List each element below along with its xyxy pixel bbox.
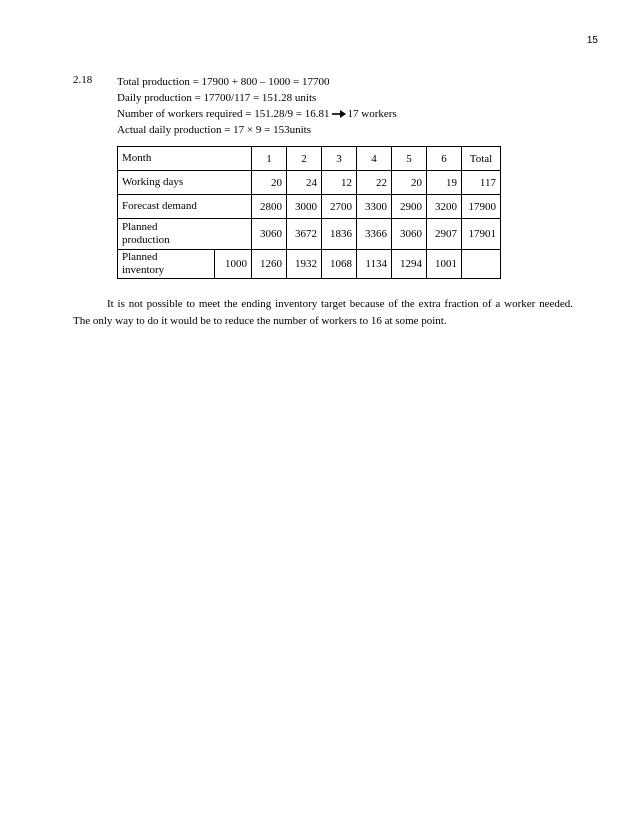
calculation-lines: [117, 74, 397, 138]
table-cell: 19: [427, 171, 462, 195]
page-number: 15: [586, 35, 598, 46]
header-total: Total: [462, 147, 501, 171]
table-total-cell: 117: [462, 171, 501, 195]
header-cell: 1: [252, 147, 287, 171]
row-label: [118, 250, 215, 279]
table-cell: 3060: [392, 219, 427, 250]
row-label: [118, 219, 252, 250]
table-row: [118, 250, 501, 279]
table-cell: 1134: [357, 250, 392, 279]
row-label-line: inventory: [122, 264, 165, 276]
table-header-row: [118, 147, 501, 171]
workers-required-text: Number of workers required = 151.28/9 = 16.81: [117, 108, 330, 120]
table-row: [118, 219, 501, 250]
header-cell: 5: [392, 147, 427, 171]
conclusion-paragraph: It is not possible to meet the ending inventory target because of the extra fraction of a worker needed. The only way to do it would be to reduce the number of workers to 16 at some point.: [73, 298, 573, 327]
table-cell: 3300: [357, 195, 392, 219]
table-cell: 1836: [322, 219, 357, 250]
header-cell: 6: [427, 147, 462, 171]
table-cell: 1294: [392, 250, 427, 279]
header-cell: 2: [287, 147, 322, 171]
table-cell: 12: [322, 171, 357, 195]
row-label-line: Planned: [122, 251, 158, 263]
table-cell: 3672: [287, 219, 322, 250]
initial-inventory-cell: 1000: [215, 250, 252, 279]
table-cell: 3060: [252, 219, 287, 250]
row-label-line: production: [122, 234, 170, 246]
total-production-line: Total production = 17900 + 800 – 1000 = 17700: [117, 76, 330, 88]
daily-production-line: Daily production = 17700/117 = 151.28 units: [117, 92, 317, 104]
table-cell: 1001: [427, 250, 462, 279]
header-cell: 3: [322, 147, 357, 171]
table-total-cell: 17900: [462, 195, 501, 219]
table-cell: 24: [287, 171, 322, 195]
right-arrow-icon: [332, 109, 346, 119]
workers-required-line: [117, 106, 397, 122]
table-row: [118, 195, 501, 219]
row-label-line: Planned: [122, 221, 158, 233]
table-cell: 2900: [392, 195, 427, 219]
table-cell: 2907: [427, 219, 462, 250]
table-total-cell: [462, 250, 501, 279]
actual-daily-production-line: Actual daily production = 17 × 9 = 153units: [117, 124, 311, 136]
header-cell: 4: [357, 147, 392, 171]
table-cell: 20: [392, 171, 427, 195]
table-cell: 2800: [252, 195, 287, 219]
table-row: [118, 171, 501, 195]
table-cell: 3200: [427, 195, 462, 219]
table-cell: 1260: [252, 250, 287, 279]
header-month: Month: [118, 147, 252, 171]
table-cell: 20: [252, 171, 287, 195]
table-cell: 22: [357, 171, 392, 195]
problem-number: 2.18: [73, 74, 93, 86]
table-cell: 1932: [287, 250, 322, 279]
table-cell: 3000: [287, 195, 322, 219]
table-total-cell: 17901: [462, 219, 501, 250]
table-cell: 2700: [322, 195, 357, 219]
table-cell: 3366: [357, 219, 392, 250]
row-label: Forecast demand: [118, 195, 252, 219]
production-plan-table: [117, 146, 501, 279]
table-cell: 1068: [322, 250, 357, 279]
row-label: Working days: [118, 171, 252, 195]
workers-result-text: 17 workers: [347, 108, 397, 120]
